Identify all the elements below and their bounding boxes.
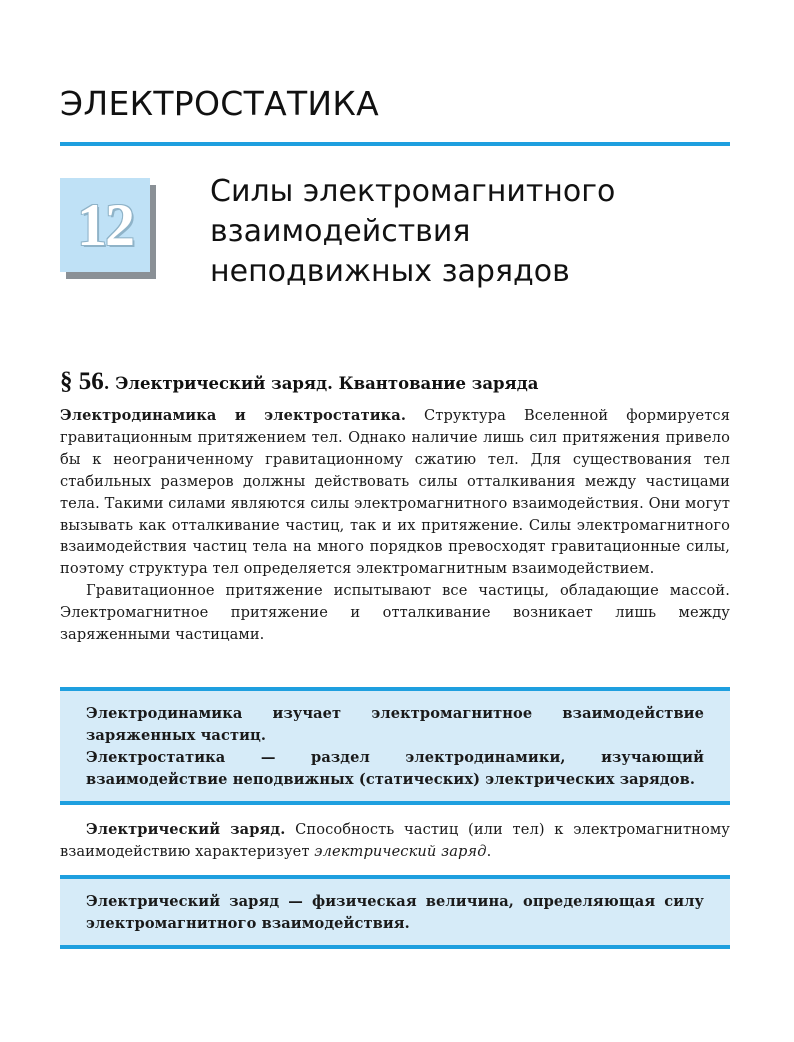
- chapter-title-line-3: неподвижных зарядов: [210, 254, 570, 289]
- chapter-title-line-2: взаимодействия: [210, 214, 471, 249]
- section-title: ЭЛЕКТРОСТАТИКА: [60, 84, 379, 123]
- intro-lead: Электродинамика и электростатика.: [60, 407, 407, 424]
- charge-end: .: [486, 842, 492, 860]
- definition-charge: Электрический заряд — физическая величина, определяющая силу электромагнитного взаимодействия.: [86, 893, 704, 932]
- definition-box-2: [60, 875, 730, 949]
- paragraph-number: § 56: [60, 368, 104, 395]
- intro-body: Структура Вселенной формируется гравитационным притяжением тел. Однако наличие лишь сил притяжения привело бы к неограниченному гравитационному сжатию тел. Для существования тел стабильных размеров должны действовать силы отталкивания между частицами тела. Такими силами являются силы электромагнитного взаимодействия. Они могут вызывать как отталкивание частиц, так и их притяжение. Силы электромагнитного взаимодействия частиц тела на много порядков превосходят гравитационные силы, поэтому структура тел определяется электромагнитным взаимодействием.: [60, 407, 731, 578]
- intro-paragraph-2: Гравитационное притяжение испытывают все частицы, обладающие массой. Электромагнитное притяжение и отталкивание возникает лишь между заряженными частицами.: [60, 582, 730, 644]
- section-divider: [60, 142, 730, 146]
- charge-paragraph: [60, 819, 730, 863]
- charge-text: [60, 819, 730, 863]
- chapter-title-line-1: Силы электромагнитного: [210, 174, 616, 209]
- charge-body: Способность частиц (или тел) к электромагнитному взаимодействию характеризует: [60, 821, 730, 860]
- definition-electrodynamics: Электродинамика изучает электромагнитное взаимодействие заряженных частиц.: [86, 705, 704, 744]
- intro-text: [60, 405, 730, 646]
- chapter-number: 12: [77, 191, 133, 258]
- paragraph-heading: [60, 368, 538, 396]
- definition-box-1: [60, 687, 730, 805]
- intro-paragraph-1: [60, 405, 730, 580]
- definition-electrostatics: Электростатика — раздел электродинамики, изучающий взаимодействие неподвижных (статических) электрических зарядов.: [86, 748, 704, 788]
- chapter-title: [210, 172, 615, 292]
- charge-term: электрический заряд: [314, 842, 487, 860]
- charge-lead: Электрический заряд.: [86, 821, 286, 838]
- chapter-number-badge: [60, 178, 158, 280]
- paragraph-title: . Электрический заряд. Квантование заряда: [103, 374, 539, 393]
